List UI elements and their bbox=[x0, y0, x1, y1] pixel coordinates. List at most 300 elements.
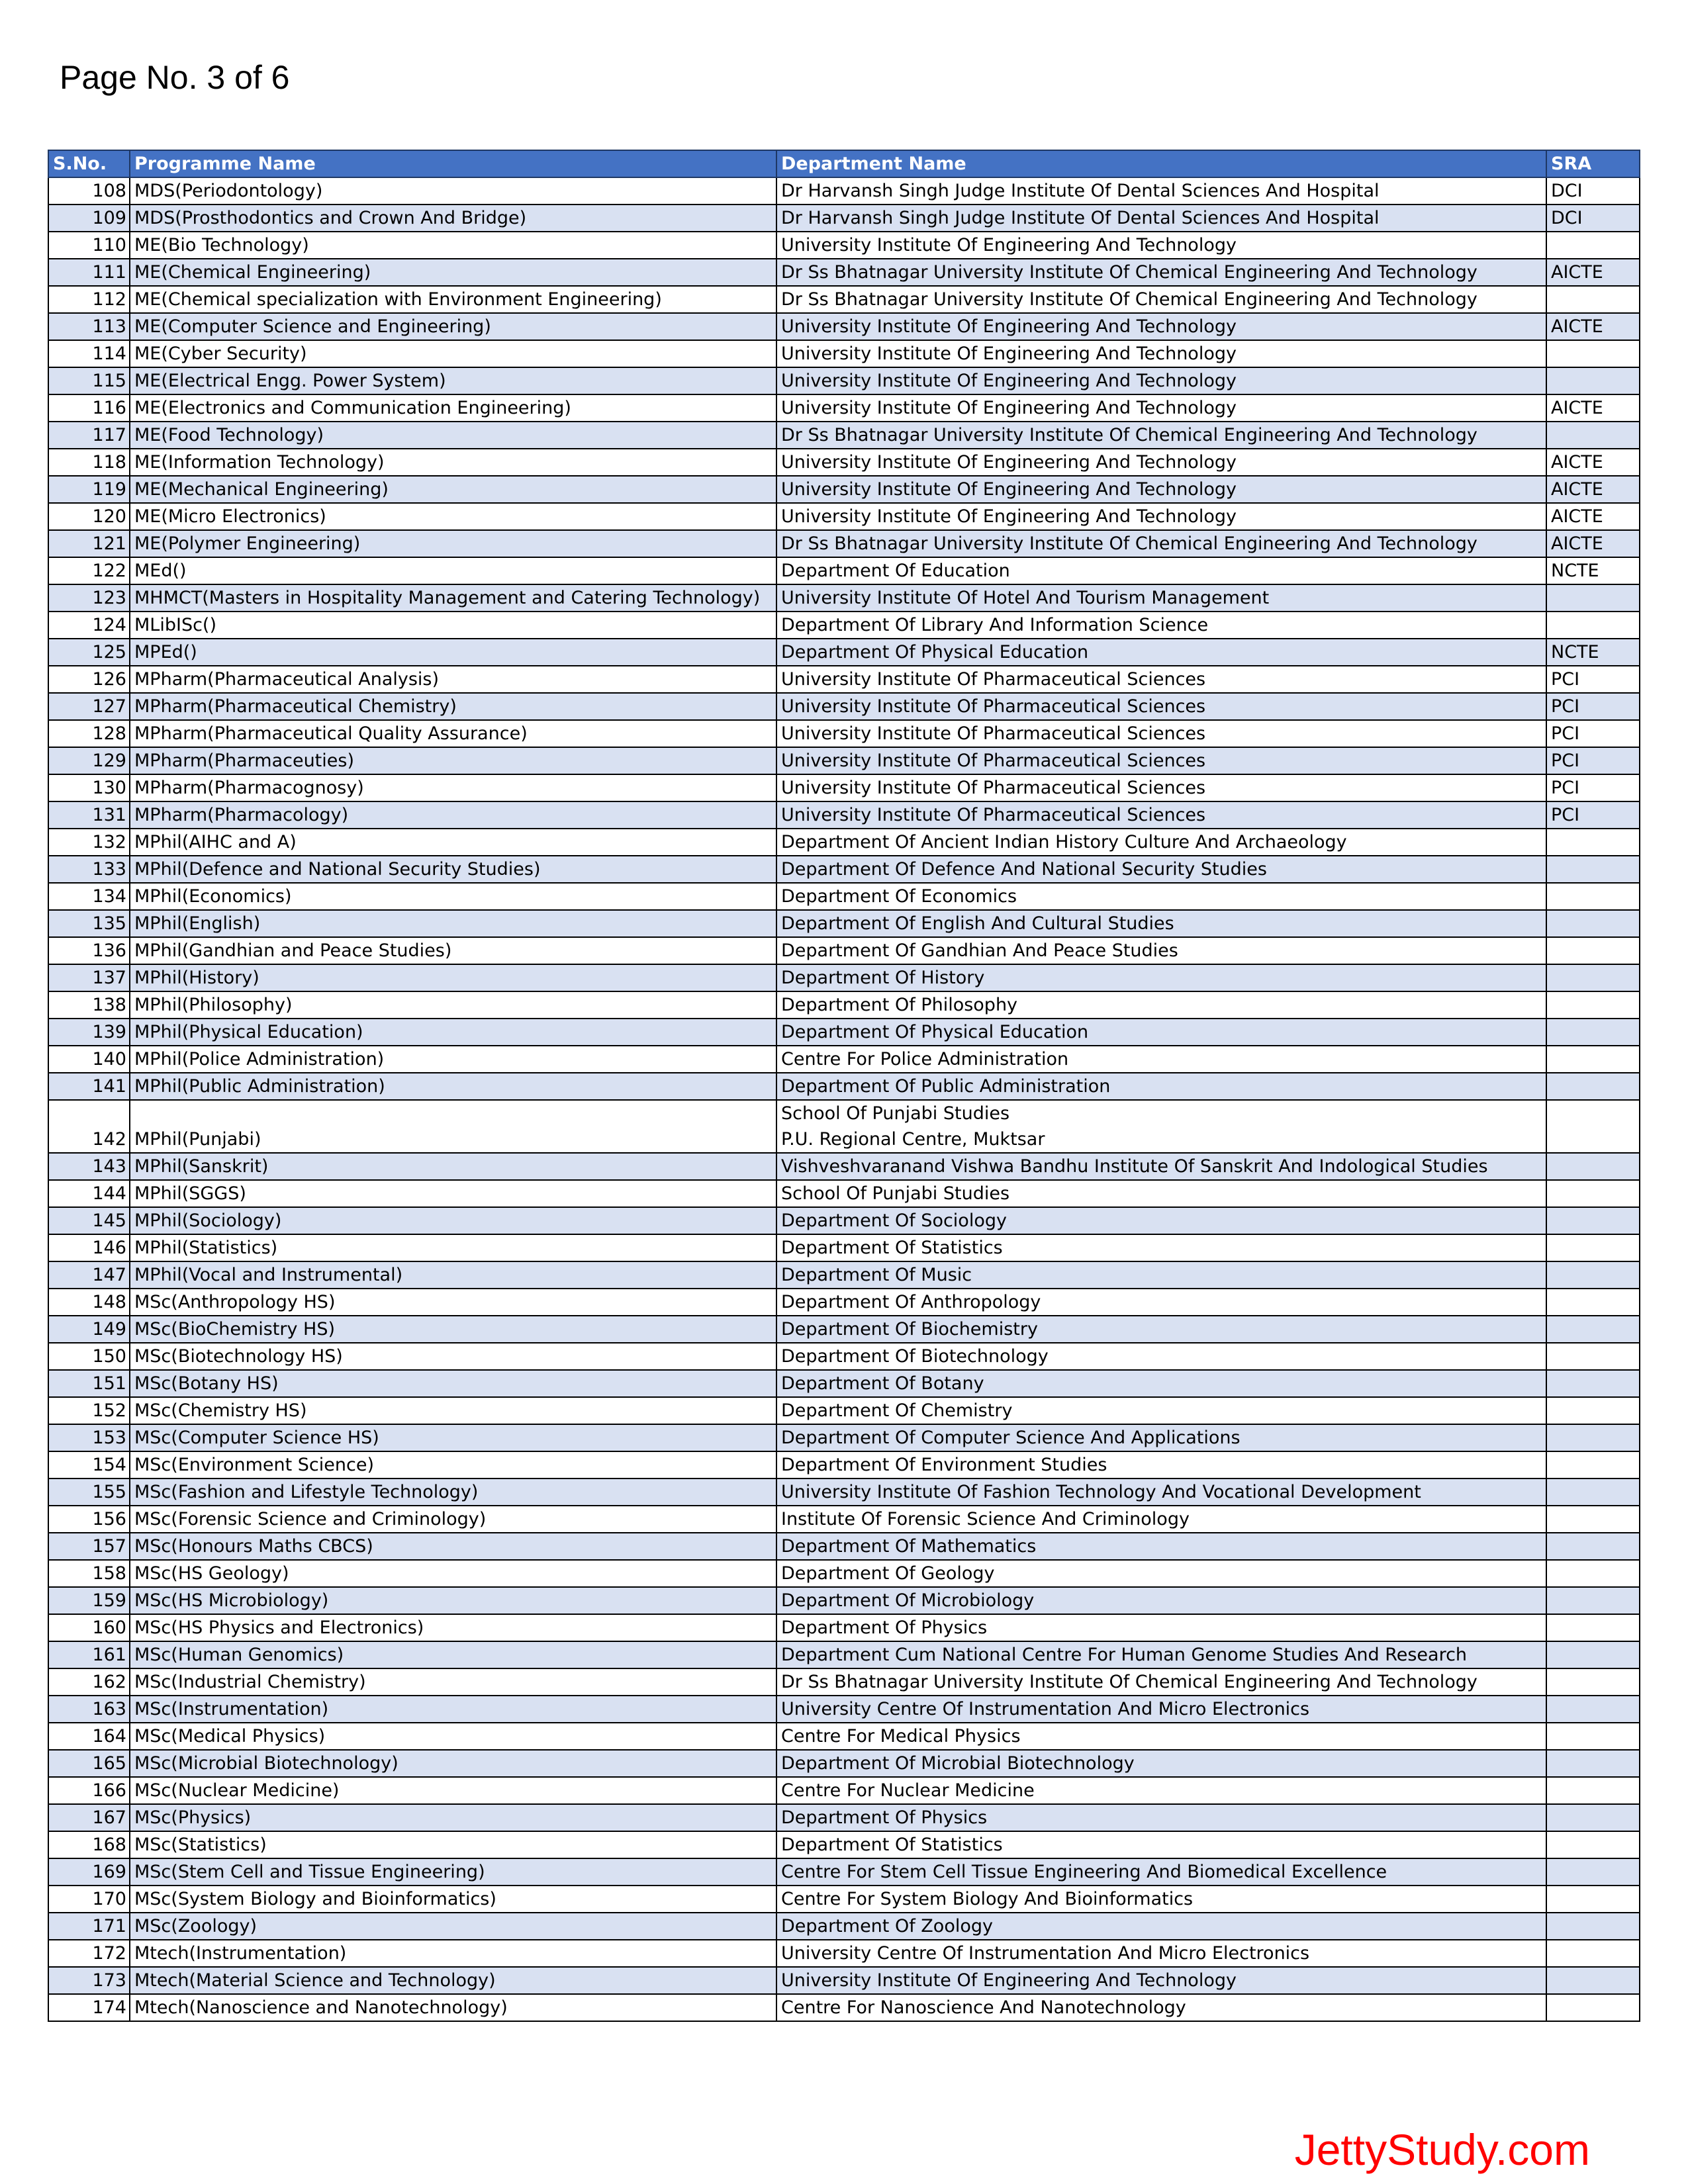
table-row bbox=[48, 313, 1640, 340]
cell-sno: 120 bbox=[48, 503, 130, 530]
table-row bbox=[48, 1451, 1640, 1479]
cell-department-name: University Institute Of Engineering And Technology bbox=[776, 367, 1546, 394]
table-row bbox=[48, 449, 1640, 476]
cell-sra bbox=[1546, 1019, 1640, 1046]
cell-programme-name: MPhil(Punjabi) bbox=[130, 1100, 776, 1153]
cell-sno: 126 bbox=[48, 666, 130, 693]
cell-sno: 115 bbox=[48, 367, 130, 394]
cell-sno: 133 bbox=[48, 856, 130, 883]
cell-sno: 140 bbox=[48, 1046, 130, 1073]
cell-programme-name: ME(Polymer Engineering) bbox=[130, 530, 776, 557]
cell-department-name: Department Of Statistics bbox=[776, 1831, 1546, 1858]
table-row bbox=[48, 1641, 1640, 1668]
cell-sno: 117 bbox=[48, 422, 130, 449]
cell-programme-name: MSc(HS Geology) bbox=[130, 1560, 776, 1587]
cell-department-name: University Institute Of Hotel And Tourism Management bbox=[776, 584, 1546, 612]
cell-programme-name: MPharm(Pharmaceutical Quality Assurance) bbox=[130, 720, 776, 747]
cell-sra bbox=[1546, 1696, 1640, 1723]
cell-programme-name: Mtech(Instrumentation) bbox=[130, 1940, 776, 1967]
table-row bbox=[48, 259, 1640, 286]
cell-department-name: Department Of Computer Science And Applications bbox=[776, 1424, 1546, 1451]
cell-department-name: Department Of Zoology bbox=[776, 1913, 1546, 1940]
cell-programme-name: MPhil(Defence and National Security Studies) bbox=[130, 856, 776, 883]
cell-sno: 152 bbox=[48, 1397, 130, 1424]
table-row bbox=[48, 422, 1640, 449]
cell-department-name: Centre For Nanoscience And Nanotechnology bbox=[776, 1994, 1546, 2021]
cell-sra bbox=[1546, 422, 1640, 449]
cell-department-name: Centre For Police Administration bbox=[776, 1046, 1546, 1073]
cell-sno: 146 bbox=[48, 1234, 130, 1261]
cell-sra bbox=[1546, 910, 1640, 937]
table-row bbox=[48, 1994, 1640, 2021]
table-row bbox=[48, 1587, 1640, 1614]
cell-sra bbox=[1546, 1804, 1640, 1831]
cell-department-name: University Institute Of Pharmaceutical Sciences bbox=[776, 801, 1546, 829]
cell-programme-name: MPhil(Gandhian and Peace Studies) bbox=[130, 937, 776, 964]
cell-sra bbox=[1546, 883, 1640, 910]
cell-department-name: Dr Harvansh Singh Judge Institute Of Dental Sciences And Hospital bbox=[776, 205, 1546, 232]
table-row bbox=[48, 1913, 1640, 1940]
cell-sno: 163 bbox=[48, 1696, 130, 1723]
cell-programme-name: MSc(Zoology) bbox=[130, 1913, 776, 1940]
cell-sno: 137 bbox=[48, 964, 130, 991]
table-row bbox=[48, 666, 1640, 693]
cell-department-name bbox=[776, 1100, 1546, 1153]
cell-programme-name: MPhil(Philosophy) bbox=[130, 991, 776, 1019]
cell-department-name: Department Of Environment Studies bbox=[776, 1451, 1546, 1479]
cell-sno: 150 bbox=[48, 1343, 130, 1370]
department-line-2: P.U. Regional Centre, Muktsar bbox=[781, 1129, 1045, 1150]
cell-sno: 136 bbox=[48, 937, 130, 964]
cell-sra bbox=[1546, 1533, 1640, 1560]
cell-programme-name: ME(Food Technology) bbox=[130, 422, 776, 449]
cell-sra bbox=[1546, 1641, 1640, 1668]
cell-programme-name: MPhil(Public Administration) bbox=[130, 1073, 776, 1100]
table-row bbox=[48, 1723, 1640, 1750]
cell-department-name: School Of Punjabi Studies bbox=[776, 1180, 1546, 1207]
table-row bbox=[48, 720, 1640, 747]
cell-programme-name: MPharm(Pharmacognosy) bbox=[130, 774, 776, 801]
cell-sno: 128 bbox=[48, 720, 130, 747]
cell-sra: PCI bbox=[1546, 720, 1640, 747]
cell-sno: 174 bbox=[48, 1994, 130, 2021]
cell-sno: 127 bbox=[48, 693, 130, 720]
cell-department-name: Dr Harvansh Singh Judge Institute Of Dental Sciences And Hospital bbox=[776, 177, 1546, 205]
table-row bbox=[48, 1886, 1640, 1913]
cell-programme-name: MSc(HS Microbiology) bbox=[130, 1587, 776, 1614]
table-row bbox=[48, 1940, 1640, 1967]
cell-programme-name: ME(Information Technology) bbox=[130, 449, 776, 476]
cell-department-name: Dr Ss Bhatnagar University Institute Of Chemical Engineering And Technology bbox=[776, 422, 1546, 449]
cell-department-name: University Centre Of Instrumentation And Micro Electronics bbox=[776, 1696, 1546, 1723]
cell-sno: 119 bbox=[48, 476, 130, 503]
cell-programme-name: MLibISc() bbox=[130, 612, 776, 639]
cell-department-name: Centre For System Biology And Bioinformatics bbox=[776, 1886, 1546, 1913]
table-row bbox=[48, 584, 1640, 612]
cell-sno: 161 bbox=[48, 1641, 130, 1668]
table-row bbox=[48, 177, 1640, 205]
table-row bbox=[48, 1804, 1640, 1831]
cell-sno: 131 bbox=[48, 801, 130, 829]
table-row bbox=[48, 232, 1640, 259]
cell-department-name: University Institute Of Engineering And Technology bbox=[776, 449, 1546, 476]
cell-programme-name: MSc(Computer Science HS) bbox=[130, 1424, 776, 1451]
cell-department-name: Department Of Gandhian And Peace Studies bbox=[776, 937, 1546, 964]
cell-sra bbox=[1546, 937, 1640, 964]
cell-sra: AICTE bbox=[1546, 503, 1640, 530]
cell-sno: 166 bbox=[48, 1777, 130, 1804]
cell-sno: 139 bbox=[48, 1019, 130, 1046]
cell-sra bbox=[1546, 286, 1640, 313]
table-row bbox=[48, 693, 1640, 720]
cell-department-name: Department Of Library And Information Science bbox=[776, 612, 1546, 639]
cell-programme-name: ME(Electronics and Communication Engineering) bbox=[130, 394, 776, 422]
cell-sra bbox=[1546, 1479, 1640, 1506]
cell-sra: PCI bbox=[1546, 774, 1640, 801]
cell-sno: 142 bbox=[48, 1100, 130, 1153]
cell-sra bbox=[1546, 1560, 1640, 1587]
table-row bbox=[48, 205, 1640, 232]
cell-department-name: University Institute Of Pharmaceutical Sciences bbox=[776, 720, 1546, 747]
cell-sno: 138 bbox=[48, 991, 130, 1019]
cell-sno: 155 bbox=[48, 1479, 130, 1506]
cell-sra bbox=[1546, 584, 1640, 612]
cell-sra: NCTE bbox=[1546, 557, 1640, 584]
cell-sra: PCI bbox=[1546, 747, 1640, 774]
cell-sra bbox=[1546, 340, 1640, 367]
table-row bbox=[48, 1696, 1640, 1723]
cell-sno: 112 bbox=[48, 286, 130, 313]
cell-department-name: Department Of Physical Education bbox=[776, 639, 1546, 666]
cell-programme-name: MPhil(Police Administration) bbox=[130, 1046, 776, 1073]
cell-sno: 159 bbox=[48, 1587, 130, 1614]
cell-department-name: University Institute Of Pharmaceutical Sciences bbox=[776, 747, 1546, 774]
page-number-label: Page No. 3 of 6 bbox=[60, 59, 290, 96]
cell-programme-name: MPhil(SGGS) bbox=[130, 1180, 776, 1207]
cell-sra bbox=[1546, 1858, 1640, 1886]
cell-sno: 162 bbox=[48, 1668, 130, 1696]
table-body bbox=[48, 177, 1640, 2021]
table-row bbox=[48, 1153, 1640, 1180]
cell-sra bbox=[1546, 1777, 1640, 1804]
cell-department-name: Department Of Ancient Indian History Culture And Archaeology bbox=[776, 829, 1546, 856]
table-row bbox=[48, 937, 1640, 964]
cell-department-name: Institute Of Forensic Science And Criminology bbox=[776, 1506, 1546, 1533]
cell-programme-name: MSc(Honours Maths CBCS) bbox=[130, 1533, 776, 1560]
cell-sra bbox=[1546, 1234, 1640, 1261]
cell-sno: 113 bbox=[48, 313, 130, 340]
table-row bbox=[48, 1506, 1640, 1533]
cell-department-name: Dr Ss Bhatnagar University Institute Of Chemical Engineering And Technology bbox=[776, 259, 1546, 286]
cell-sra bbox=[1546, 991, 1640, 1019]
cell-sno: 145 bbox=[48, 1207, 130, 1234]
cell-sra bbox=[1546, 367, 1640, 394]
cell-sno: 129 bbox=[48, 747, 130, 774]
cell-sra bbox=[1546, 1289, 1640, 1316]
cell-sno: 111 bbox=[48, 259, 130, 286]
table-header-row bbox=[48, 150, 1640, 177]
cell-department-name: University Centre Of Instrumentation And Micro Electronics bbox=[776, 1940, 1546, 1967]
cell-department-name: Department Of Statistics bbox=[776, 1234, 1546, 1261]
cell-sno: 173 bbox=[48, 1967, 130, 1994]
cell-programme-name: MEd() bbox=[130, 557, 776, 584]
cell-sra bbox=[1546, 1994, 1640, 2021]
table-row bbox=[48, 367, 1640, 394]
cell-sno: 148 bbox=[48, 1289, 130, 1316]
cell-department-name: Department Of Philosophy bbox=[776, 991, 1546, 1019]
cell-programme-name: Mtech(Nanoscience and Nanotechnology) bbox=[130, 1994, 776, 2021]
cell-department-name: Department Of Public Administration bbox=[776, 1073, 1546, 1100]
cell-programme-name: MSc(Microbial Biotechnology) bbox=[130, 1750, 776, 1777]
cell-sra bbox=[1546, 1614, 1640, 1641]
table-row bbox=[48, 910, 1640, 937]
cell-department-name: University Institute Of Engineering And Technology bbox=[776, 503, 1546, 530]
cell-department-name: Centre For Medical Physics bbox=[776, 1723, 1546, 1750]
cell-programme-name: MPharm(Pharmaceutical Chemistry) bbox=[130, 693, 776, 720]
cell-sno: 108 bbox=[48, 177, 130, 205]
cell-programme-name: MSc(Statistics) bbox=[130, 1831, 776, 1858]
cell-sra bbox=[1546, 1261, 1640, 1289]
programme-table-container bbox=[48, 150, 1639, 2022]
cell-sra: AICTE bbox=[1546, 394, 1640, 422]
cell-programme-name: ME(Electrical Engg. Power System) bbox=[130, 367, 776, 394]
cell-sra bbox=[1546, 1750, 1640, 1777]
table-row bbox=[48, 856, 1640, 883]
cell-programme-name: MSc(Physics) bbox=[130, 1804, 776, 1831]
cell-sra: AICTE bbox=[1546, 313, 1640, 340]
cell-sra: PCI bbox=[1546, 693, 1640, 720]
cell-sra bbox=[1546, 1370, 1640, 1397]
programme-table bbox=[48, 150, 1640, 2022]
table-row bbox=[48, 612, 1640, 639]
cell-sno: 123 bbox=[48, 584, 130, 612]
cell-sno: 171 bbox=[48, 1913, 130, 1940]
cell-sno: 135 bbox=[48, 910, 130, 937]
table-row bbox=[48, 1289, 1640, 1316]
cell-sra: PCI bbox=[1546, 801, 1640, 829]
cell-department-name: Centre For Stem Cell Tissue Engineering And Biomedical Excellence bbox=[776, 1858, 1546, 1886]
cell-department-name: University Institute Of Engineering And Technology bbox=[776, 232, 1546, 259]
cell-department-name: Dr Ss Bhatnagar University Institute Of Chemical Engineering And Technology bbox=[776, 1668, 1546, 1696]
cell-sno: 130 bbox=[48, 774, 130, 801]
cell-sno: 165 bbox=[48, 1750, 130, 1777]
cell-programme-name: MSc(Anthropology HS) bbox=[130, 1289, 776, 1316]
cell-department-name: Department Of Physics bbox=[776, 1804, 1546, 1831]
cell-sno: 122 bbox=[48, 557, 130, 584]
cell-sra bbox=[1546, 1207, 1640, 1234]
cell-programme-name: MSc(Medical Physics) bbox=[130, 1723, 776, 1750]
table-row bbox=[48, 1343, 1640, 1370]
cell-programme-name: MPhil(Physical Education) bbox=[130, 1019, 776, 1046]
cell-programme-name: MSc(Nuclear Medicine) bbox=[130, 1777, 776, 1804]
cell-department-name: Department Of Biotechnology bbox=[776, 1343, 1546, 1370]
cell-department-name: Department Of Economics bbox=[776, 883, 1546, 910]
table-row bbox=[48, 1207, 1640, 1234]
cell-sno: 167 bbox=[48, 1804, 130, 1831]
cell-programme-name: ME(Mechanical Engineering) bbox=[130, 476, 776, 503]
table-row bbox=[48, 1858, 1640, 1886]
table-row bbox=[48, 1668, 1640, 1696]
cell-programme-name: MSc(Industrial Chemistry) bbox=[130, 1668, 776, 1696]
cell-programme-name: MPhil(History) bbox=[130, 964, 776, 991]
cell-programme-name: MSc(HS Physics and Electronics) bbox=[130, 1614, 776, 1641]
cell-sno: 141 bbox=[48, 1073, 130, 1100]
table-row bbox=[48, 530, 1640, 557]
cell-programme-name: MSc(Chemistry HS) bbox=[130, 1397, 776, 1424]
table-row bbox=[48, 503, 1640, 530]
table-row bbox=[48, 1370, 1640, 1397]
cell-programme-name: MPhil(AIHC and A) bbox=[130, 829, 776, 856]
cell-sra: AICTE bbox=[1546, 530, 1640, 557]
cell-programme-name: MDS(Periodontology) bbox=[130, 177, 776, 205]
cell-sno: 118 bbox=[48, 449, 130, 476]
cell-sno: 149 bbox=[48, 1316, 130, 1343]
cell-programme-name: MPharm(Pharmaceuties) bbox=[130, 747, 776, 774]
cell-department-name: University Institute Of Engineering And Technology bbox=[776, 313, 1546, 340]
cell-sno: 121 bbox=[48, 530, 130, 557]
cell-sno: 147 bbox=[48, 1261, 130, 1289]
cell-sra bbox=[1546, 1424, 1640, 1451]
cell-department-name: Department Of Microbial Biotechnology bbox=[776, 1750, 1546, 1777]
table-row bbox=[48, 1560, 1640, 1587]
table-row bbox=[48, 1750, 1640, 1777]
cell-sra bbox=[1546, 612, 1640, 639]
cell-programme-name: MPhil(Sociology) bbox=[130, 1207, 776, 1234]
cell-sra bbox=[1546, 1723, 1640, 1750]
cell-sno: 153 bbox=[48, 1424, 130, 1451]
cell-programme-name: ME(Micro Electronics) bbox=[130, 503, 776, 530]
cell-sno: 124 bbox=[48, 612, 130, 639]
cell-department-name: Vishveshvaranand Vishwa Bandhu Institute Of Sanskrit And Indological Studies bbox=[776, 1153, 1546, 1180]
table-row bbox=[48, 1100, 1640, 1153]
cell-department-name: University Institute Of Pharmaceutical Sciences bbox=[776, 666, 1546, 693]
cell-sno: 169 bbox=[48, 1858, 130, 1886]
footer-brand-watermark: JettyStudy.com bbox=[1294, 2125, 1590, 2174]
cell-sra bbox=[1546, 1886, 1640, 1913]
table-row bbox=[48, 991, 1640, 1019]
cell-sno: 114 bbox=[48, 340, 130, 367]
cell-department-name: Department Of Microbiology bbox=[776, 1587, 1546, 1614]
cell-sra bbox=[1546, 856, 1640, 883]
header-programme-name: Programme Name bbox=[130, 150, 776, 177]
table-row bbox=[48, 774, 1640, 801]
cell-sra: AICTE bbox=[1546, 259, 1640, 286]
cell-programme-name: ME(Chemical specialization with Environment Engineering) bbox=[130, 286, 776, 313]
cell-programme-name: MSc(Stem Cell and Tissue Engineering) bbox=[130, 1858, 776, 1886]
table-row bbox=[48, 829, 1640, 856]
cell-programme-name: MSc(Instrumentation) bbox=[130, 1696, 776, 1723]
header-department-name: Department Name bbox=[776, 150, 1546, 177]
table-row bbox=[48, 1316, 1640, 1343]
cell-department-name: University Institute Of Engineering And Technology bbox=[776, 340, 1546, 367]
cell-programme-name: MSc(Human Genomics) bbox=[130, 1641, 776, 1668]
table-row bbox=[48, 1967, 1640, 1994]
cell-department-name: Department Of Music bbox=[776, 1261, 1546, 1289]
table-row bbox=[48, 1479, 1640, 1506]
cell-sra: DCI bbox=[1546, 205, 1640, 232]
table-row bbox=[48, 1424, 1640, 1451]
cell-department-name: University Institute Of Engineering And Technology bbox=[776, 394, 1546, 422]
cell-sra bbox=[1546, 1940, 1640, 1967]
cell-sra bbox=[1546, 1913, 1640, 1940]
cell-programme-name: MSc(Biotechnology HS) bbox=[130, 1343, 776, 1370]
cell-programme-name: Mtech(Material Science and Technology) bbox=[130, 1967, 776, 1994]
table-row bbox=[48, 1397, 1640, 1424]
cell-department-name: University Institute Of Engineering And Technology bbox=[776, 476, 1546, 503]
table-row bbox=[48, 1777, 1640, 1804]
table-row bbox=[48, 1234, 1640, 1261]
cell-sno: 168 bbox=[48, 1831, 130, 1858]
cell-department-name: Dr Ss Bhatnagar University Institute Of Chemical Engineering And Technology bbox=[776, 530, 1546, 557]
cell-department-name: Department Of History bbox=[776, 964, 1546, 991]
cell-programme-name: ME(Bio Technology) bbox=[130, 232, 776, 259]
header-sra: SRA bbox=[1546, 150, 1640, 177]
department-line-1: School Of Punjabi Studies bbox=[781, 1103, 1010, 1124]
cell-sra bbox=[1546, 1967, 1640, 1994]
cell-programme-name: MSc(Environment Science) bbox=[130, 1451, 776, 1479]
table-row bbox=[48, 639, 1640, 666]
cell-programme-name: ME(Computer Science and Engineering) bbox=[130, 313, 776, 340]
cell-department-name: Dr Ss Bhatnagar University Institute Of Chemical Engineering And Technology bbox=[776, 286, 1546, 313]
cell-sno: 143 bbox=[48, 1153, 130, 1180]
cell-department-name: Department Of Chemistry bbox=[776, 1397, 1546, 1424]
cell-programme-name: MPhil(Sanskrit) bbox=[130, 1153, 776, 1180]
cell-department-name: Department Cum National Centre For Human Genome Studies And Research bbox=[776, 1641, 1546, 1668]
cell-sra: AICTE bbox=[1546, 476, 1640, 503]
cell-sno: 157 bbox=[48, 1533, 130, 1560]
cell-sno: 164 bbox=[48, 1723, 130, 1750]
cell-sno: 110 bbox=[48, 232, 130, 259]
cell-sno: 160 bbox=[48, 1614, 130, 1641]
cell-programme-name: MPhil(Statistics) bbox=[130, 1234, 776, 1261]
cell-sra bbox=[1546, 1668, 1640, 1696]
cell-department-name: Department Of Geology bbox=[776, 1560, 1546, 1587]
cell-sno: 132 bbox=[48, 829, 130, 856]
cell-sno: 116 bbox=[48, 394, 130, 422]
cell-programme-name: MSc(BioChemistry HS) bbox=[130, 1316, 776, 1343]
cell-sra bbox=[1546, 964, 1640, 991]
cell-sno: 109 bbox=[48, 205, 130, 232]
cell-department-name: Department Of Biochemistry bbox=[776, 1316, 1546, 1343]
cell-sra bbox=[1546, 1506, 1640, 1533]
cell-sra: PCI bbox=[1546, 666, 1640, 693]
cell-sno: 125 bbox=[48, 639, 130, 666]
cell-sra bbox=[1546, 1451, 1640, 1479]
table-row bbox=[48, 1261, 1640, 1289]
cell-sra bbox=[1546, 1073, 1640, 1100]
cell-sra bbox=[1546, 1153, 1640, 1180]
table-row bbox=[48, 1073, 1640, 1100]
cell-sno: 134 bbox=[48, 883, 130, 910]
cell-sra bbox=[1546, 829, 1640, 856]
cell-department-name: University Institute Of Fashion Technology And Vocational Development bbox=[776, 1479, 1546, 1506]
cell-programme-name: MPhil(Vocal and Instrumental) bbox=[130, 1261, 776, 1289]
cell-sra bbox=[1546, 1343, 1640, 1370]
cell-department-name: University Institute Of Pharmaceutical Sciences bbox=[776, 774, 1546, 801]
cell-department-name: Centre For Nuclear Medicine bbox=[776, 1777, 1546, 1804]
cell-department-name: Department Of Sociology bbox=[776, 1207, 1546, 1234]
cell-sra: DCI bbox=[1546, 177, 1640, 205]
table-row bbox=[48, 747, 1640, 774]
cell-programme-name: ME(Chemical Engineering) bbox=[130, 259, 776, 286]
cell-programme-name: MSc(System Biology and Bioinformatics) bbox=[130, 1886, 776, 1913]
table-row bbox=[48, 557, 1640, 584]
cell-sno: 151 bbox=[48, 1370, 130, 1397]
cell-programme-name: MSc(Botany HS) bbox=[130, 1370, 776, 1397]
cell-programme-name: ME(Cyber Security) bbox=[130, 340, 776, 367]
cell-sno: 154 bbox=[48, 1451, 130, 1479]
cell-sno: 156 bbox=[48, 1506, 130, 1533]
